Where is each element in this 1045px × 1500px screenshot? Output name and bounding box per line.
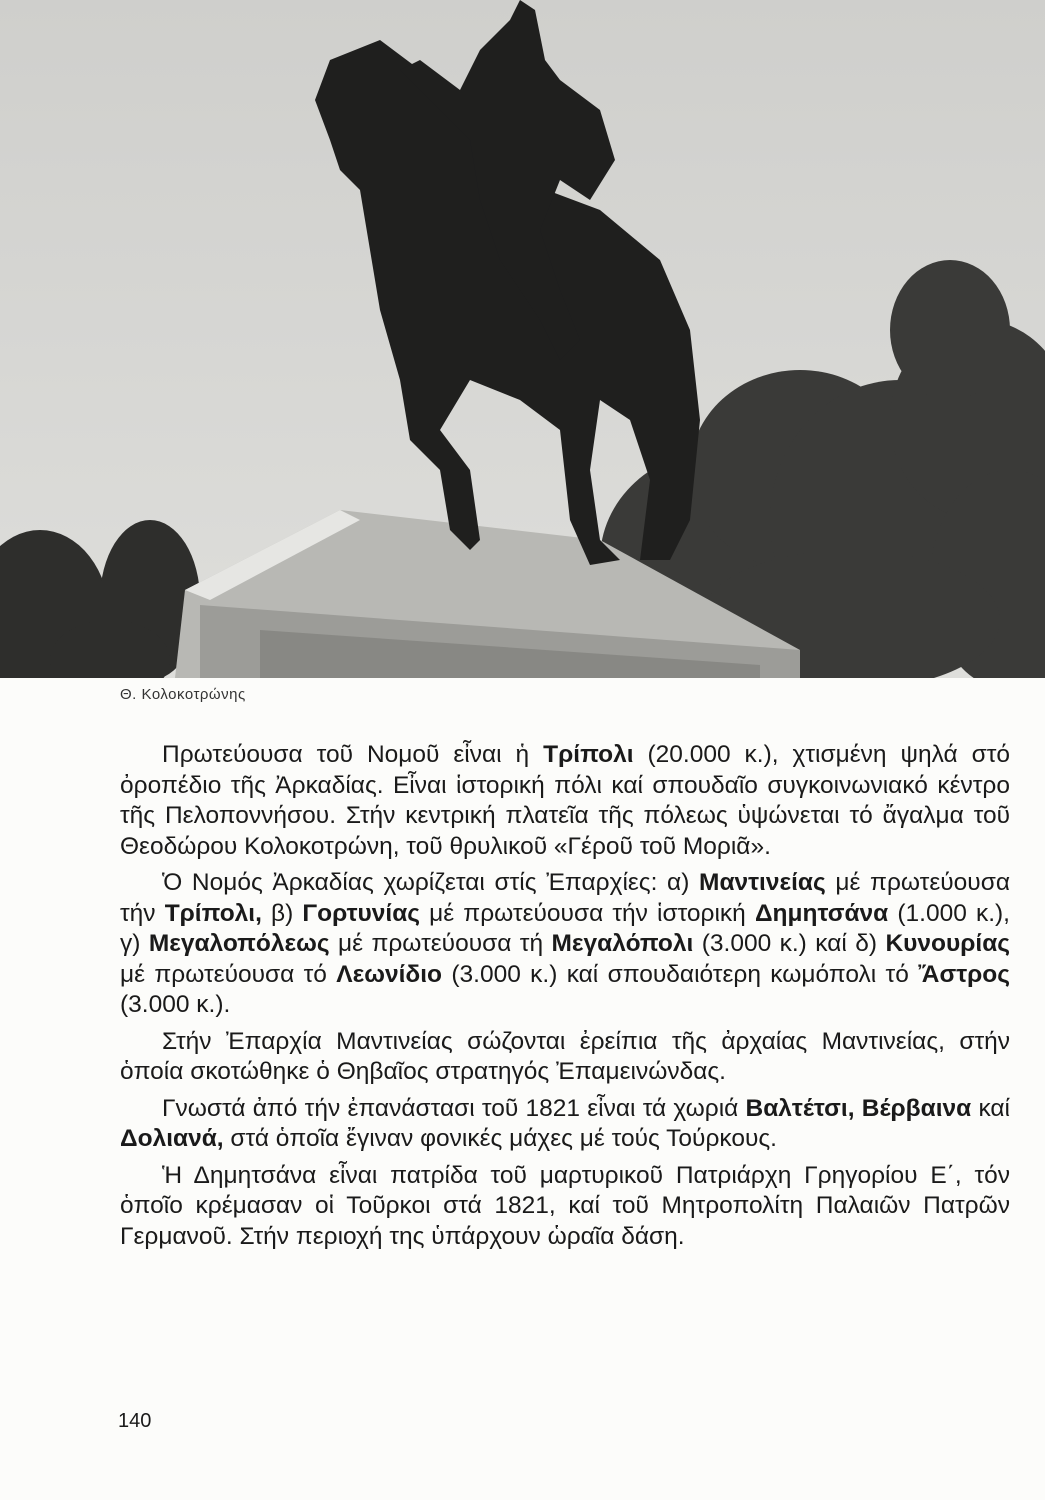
statue-photo bbox=[0, 0, 1045, 678]
bold-term: Τρίπολι, bbox=[164, 899, 262, 927]
text-run: (3.000 κ.) καί δ) bbox=[693, 930, 886, 957]
text-run: (20.000 κ.), χτισμένη ψηλά στό ὀροπέδιο τῆς Ἀρκαδίας. Εἶναι ἱστορική πόλι καί σπουδαῖο συγκοινωνιακό κέντρο τῆς Πελοποννήσου. Στήν κεντρική πλατεῖα τῆς πόλεως ὑψώνεται τό ἄγαλμα τοῦ Θεοδώρου Κολοκοτρώνη, τοῦ θρυλικοῦ «Γέροῦ τοῦ Μοριᾶ». bbox=[120, 741, 1010, 860]
text-run: Γνωστά ἀπό τήν ἐπανάστασι τοῦ 1821 εἶναι τά χωριά bbox=[162, 1094, 746, 1122]
body-text bbox=[120, 740, 1010, 1258]
page-number: 140 bbox=[118, 1410, 152, 1432]
text-run: μέ πρωτεύουσα τή bbox=[329, 930, 552, 957]
equestrian-statue-image bbox=[0, 0, 1045, 678]
text-run: β) bbox=[261, 899, 303, 927]
bold-term: Τρίπολι bbox=[543, 741, 634, 768]
bold-term: Μεγαλοπόλεως bbox=[148, 930, 330, 957]
text-run: μέ πρωτεύουσα τήν ἱστορική bbox=[420, 899, 755, 927]
bold-term: Μεγαλόπολι bbox=[551, 930, 694, 957]
text-run: στά ὁποῖα ἔγιναν φονικές μάχες μέ τούς Τούρκους. bbox=[223, 1125, 777, 1152]
text-run: μέ πρωτεύουσα τό bbox=[120, 960, 337, 988]
paragraph bbox=[120, 1027, 1010, 1088]
text-run: καί bbox=[971, 1094, 1010, 1122]
bold-term: Βαλτέτσι, Βέρβαινα bbox=[745, 1094, 972, 1122]
text-run: Στήν Ἐπαρχία Μαντινείας σώζονται ἐρείπια τῆς ἀρχαίας Μαντινείας, στήν ὁποία σκοτώθηκε ὁ Θηβαῖος στρατηγός Ἐπαμεινώνδας. bbox=[120, 1027, 1010, 1085]
text-run: (3.000 κ.). bbox=[120, 991, 231, 1018]
bold-term: Δολιανά, bbox=[120, 1125, 224, 1152]
paragraph bbox=[120, 740, 1010, 862]
text-run: Πρωτεύουσα τοῦ Νομοῦ εἶναι ἡ bbox=[162, 741, 544, 768]
bold-term: Ἄστρος bbox=[918, 960, 1011, 988]
bold-term: Γορτυνίας bbox=[302, 899, 421, 927]
text-run: Ὁ Νομός Ἀρκαδίας χωρίζεται στίς Ἐπαρχίες: α) bbox=[162, 869, 700, 896]
text-run: μέ πρωτεύουσα τήν bbox=[120, 869, 1010, 927]
bold-term: Κυνουρίας bbox=[885, 930, 1011, 957]
bold-term: Δημητσάνα bbox=[754, 899, 889, 927]
paragraph bbox=[120, 1094, 1010, 1155]
bold-term: Λεωνίδιο bbox=[336, 960, 443, 988]
bold-term: Μαντινείας bbox=[699, 869, 826, 896]
photo-caption: Θ. Κολοκοτρώνης bbox=[120, 686, 246, 703]
paragraph bbox=[120, 1161, 1010, 1253]
text-run: (3.000 κ.) καί σπουδαιότερη κωμόπολι τό bbox=[442, 960, 919, 988]
paragraph bbox=[120, 868, 1010, 1021]
text-run: Ἡ Δημητσάνα εἶναι πατρίδα τοῦ μαρτυρικοῦ Πατριάρχη Γρηγορίου Ε΄, τόν ὁποῖο κρέμασαν οἱ Τοῦρκοι στά 1821, καί τοῦ Μητροπολίτη Παλαιῶν Πατρῶν Γερμανοῦ. Στήν περιοχή της ὑπάρχουν ὡραῖα δάση. bbox=[120, 1161, 1010, 1250]
text-run: (1.000 κ.), γ) bbox=[120, 899, 1010, 957]
